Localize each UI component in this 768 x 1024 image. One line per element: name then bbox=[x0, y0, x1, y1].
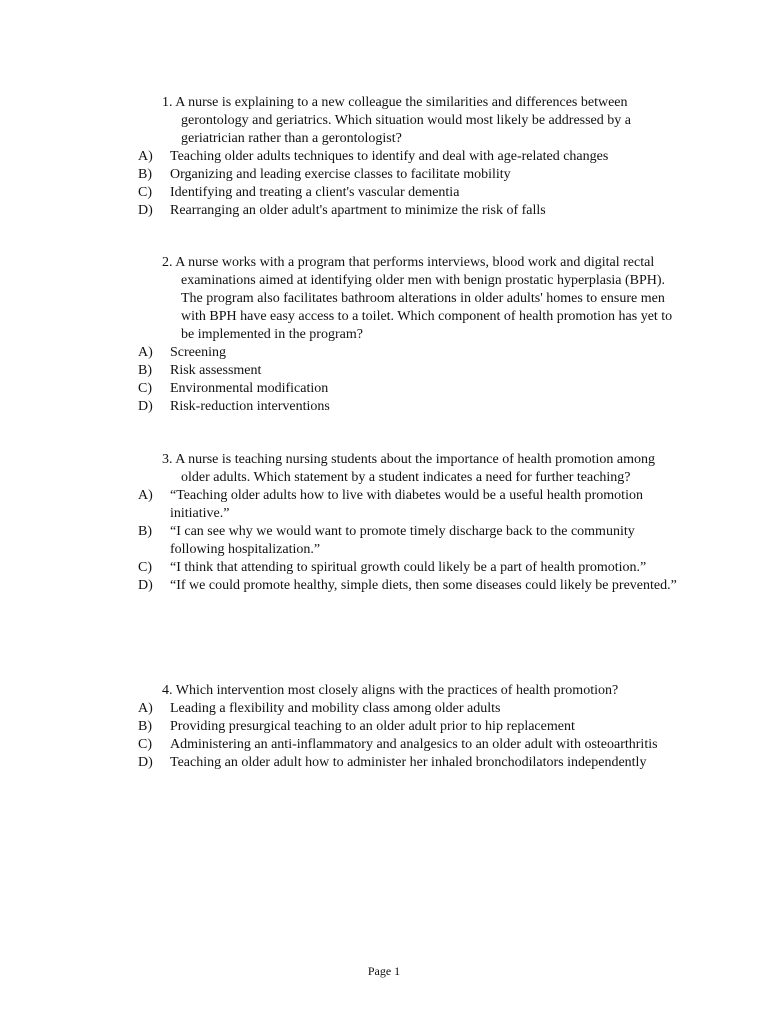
answer-option-a bbox=[138, 487, 678, 523]
option-text: Teaching an older adult how to administer her inhaled bronchodilators independently bbox=[170, 755, 647, 770]
question-3 bbox=[138, 451, 678, 595]
option-text: “Teaching older adults how to live with diabetes would be a useful health promotion initiative.” bbox=[170, 488, 643, 521]
option-text: “I think that attending to spiritual growth could likely be a part of health promotion.” bbox=[170, 560, 647, 575]
answer-option-b bbox=[138, 523, 678, 559]
option-letter: B) bbox=[138, 719, 152, 734]
option-text: Rearranging an older adult's apartment to minimize the risk of falls bbox=[170, 203, 546, 218]
question-number: 2. bbox=[162, 255, 173, 270]
answer-option-c bbox=[138, 559, 678, 577]
option-letter: A) bbox=[138, 701, 153, 716]
question-4 bbox=[138, 682, 678, 772]
option-letter: C) bbox=[138, 185, 152, 200]
option-text: Administering an anti-inflammatory and analgesics to an older adult with osteoarthritis bbox=[170, 737, 658, 752]
option-text: “If we could promote healthy, simple diets, then some diseases could likely be prevented.” bbox=[170, 578, 677, 593]
option-letter: D) bbox=[138, 578, 153, 593]
answer-option-a bbox=[138, 148, 678, 166]
question-number: 3. bbox=[162, 452, 173, 467]
question-stem bbox=[138, 94, 678, 148]
option-letter: B) bbox=[138, 167, 152, 182]
question-stem bbox=[138, 682, 678, 700]
answer-option-a bbox=[138, 700, 678, 718]
question-1 bbox=[138, 94, 678, 220]
option-text: Leading a flexibility and mobility class among older adults bbox=[170, 701, 501, 716]
answer-option-c bbox=[138, 380, 678, 398]
option-letter: C) bbox=[138, 560, 152, 575]
answer-option-d bbox=[138, 577, 678, 595]
option-letter: B) bbox=[138, 524, 152, 539]
answer-option-d bbox=[138, 398, 678, 416]
question-stem bbox=[138, 451, 678, 487]
question-text: A nurse works with a program that performs interviews, blood work and digital rectal examinations aimed at identifying older men with benign prostatic hyperplasia (BPH). The program also facilitates bathroom alterations in older adults' homes to ensure men with BPH have easy access to a toilet. Which component of health promotion has yet to be implemented in the program? bbox=[175, 255, 673, 342]
question-text: Which intervention most closely aligns with the practices of health promotion? bbox=[175, 683, 619, 698]
answer-option-d bbox=[138, 202, 678, 220]
answer-option-b bbox=[138, 718, 678, 736]
question-number: 1. bbox=[162, 95, 173, 110]
answer-option-c bbox=[138, 184, 678, 202]
question-text: A nurse is teaching nursing students about the importance of health promotion among older adults. Which statement by a student indicates a need for further teaching? bbox=[175, 452, 656, 485]
option-text: “I can see why we would want to promote timely discharge back to the community following hospitalization.” bbox=[170, 524, 635, 557]
option-letter: D) bbox=[138, 399, 153, 414]
question-text: A nurse is explaining to a new colleague the similarities and differences between gerontology and geriatrics. Which situation would most likely be addressed by a geriatrician rather than a gerontologist? bbox=[175, 95, 631, 146]
option-text: Organizing and leading exercise classes to facilitate mobility bbox=[170, 167, 511, 182]
option-text: Risk assessment bbox=[170, 363, 262, 378]
option-text: Screening bbox=[170, 345, 226, 360]
option-text: Environmental modification bbox=[170, 381, 329, 396]
answer-options bbox=[138, 148, 678, 220]
option-text: Risk-reduction interventions bbox=[170, 399, 330, 414]
question-stem bbox=[138, 254, 678, 344]
answer-option-c bbox=[138, 736, 678, 754]
option-text: Identifying and treating a client's vascular dementia bbox=[170, 185, 460, 200]
answer-options bbox=[138, 700, 678, 772]
answer-options bbox=[138, 344, 678, 416]
option-letter: D) bbox=[138, 203, 153, 218]
question-number: 4. bbox=[162, 683, 173, 698]
answer-option-a bbox=[138, 344, 678, 362]
answer-option-b bbox=[138, 362, 678, 380]
page-footer bbox=[0, 962, 768, 980]
answer-option-b bbox=[138, 166, 678, 184]
option-letter: C) bbox=[138, 737, 152, 752]
option-letter: A) bbox=[138, 149, 153, 164]
question-2 bbox=[138, 254, 678, 416]
option-letter: D) bbox=[138, 755, 153, 770]
option-text: Teaching older adults techniques to identify and deal with age-related changes bbox=[170, 149, 609, 164]
option-text: Providing presurgical teaching to an older adult prior to hip replacement bbox=[170, 719, 575, 734]
option-letter: A) bbox=[138, 488, 153, 503]
option-letter: C) bbox=[138, 381, 152, 396]
page-number: Page 1 bbox=[367, 964, 401, 978]
answer-option-d bbox=[138, 754, 678, 772]
option-letter: A) bbox=[138, 345, 153, 360]
option-letter: B) bbox=[138, 363, 152, 378]
answer-options bbox=[138, 487, 678, 595]
